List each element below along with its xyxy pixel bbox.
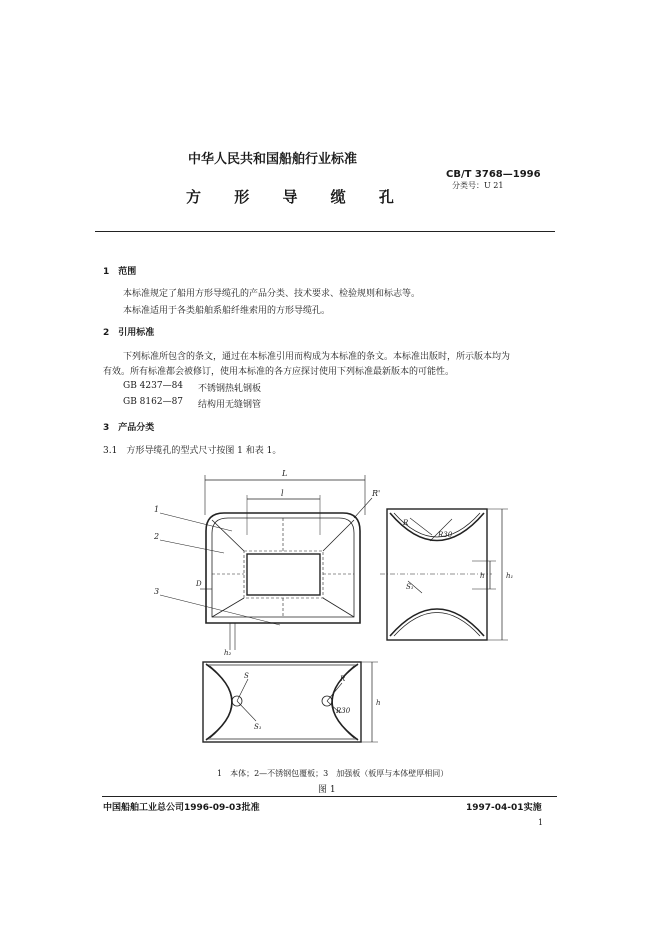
figure-1-drawing xyxy=(140,465,540,770)
plan-S-label: S xyxy=(244,672,249,680)
section-2-paragraph-line-1: 下列标准所包含的条文，通过在本标准引用而构成为本标准的条文。本标准出版时，所示版本均为 xyxy=(123,352,511,362)
dim-h2-label: h₂ xyxy=(224,649,232,657)
side-S1-label: S₁ xyxy=(406,583,414,591)
standard-code: CB/T 3768—1996 xyxy=(446,169,541,180)
classification-code: 分类号：U 21 xyxy=(452,181,504,190)
plan-R-label: R xyxy=(340,675,346,683)
reference-code-1: GB 4237—84 xyxy=(123,381,184,391)
reference-title-2: 结构用无缝钢管 xyxy=(198,400,262,410)
figure-caption: 图 1 xyxy=(318,785,336,795)
plan-h-label: h xyxy=(376,699,381,707)
figure-legend: 1 本体；2—不锈钢包覆板；3 加强板（板厚与本体壁厚相同） xyxy=(217,769,449,778)
issuer-approval: 中国船舶工业总公司1996-09-03批准 xyxy=(103,803,260,813)
header-rule xyxy=(95,231,555,232)
page-number: 1 xyxy=(538,818,544,827)
plan-R30-label: R30 xyxy=(336,707,351,715)
section-3-1-text: 3.1 方形导缆孔的型式尺寸按图 1 和表 1。 xyxy=(103,446,282,456)
plan-S1-label: S₁ xyxy=(254,723,262,731)
doc-title: 方 形 导 缆 孔 xyxy=(186,188,408,206)
dim-L-label: L xyxy=(282,469,288,478)
reference-title-1: 不锈钢热轧钢板 xyxy=(198,384,262,394)
reference-code-2: GB 8162—87 xyxy=(123,397,184,407)
standard-title: 中华人民共和国船舶行业标准 xyxy=(188,152,358,167)
side-R30-label: R30 xyxy=(438,531,453,539)
dim-l-label: l xyxy=(281,489,284,498)
section-2-paragraph-line-2: 有效。所有标准都会被修订，使用本标准的各方应探讨使用下列标准最新版本的可能性。 xyxy=(103,367,455,377)
section-1-heading: 1 范围 xyxy=(103,267,137,277)
dim-D-label: D xyxy=(196,580,202,588)
effective-date: 1997-04-01实施 xyxy=(466,803,542,813)
callout-3-label: 3 xyxy=(154,587,160,596)
dim-Rprime-label: R' xyxy=(372,489,381,498)
footer-rule xyxy=(102,796,557,797)
section-3-heading: 3 产品分类 xyxy=(103,423,155,433)
section-1-paragraph-2: 本标准适用于各类船舶系船纤维索用的方形导缆孔。 xyxy=(123,306,331,316)
callout-2-label: 2 xyxy=(154,532,160,541)
callout-1-label: 1 xyxy=(154,505,160,514)
side-h-label: h xyxy=(480,572,485,580)
section-1-paragraph-1: 本标准规定了船用方形导缆孔的产品分类、技术要求、检验规则和标志等。 xyxy=(123,289,421,299)
side-R-label: R xyxy=(403,519,409,527)
side-h1-label: h₁ xyxy=(506,572,514,580)
section-2-heading: 2 引用标准 xyxy=(103,328,155,338)
